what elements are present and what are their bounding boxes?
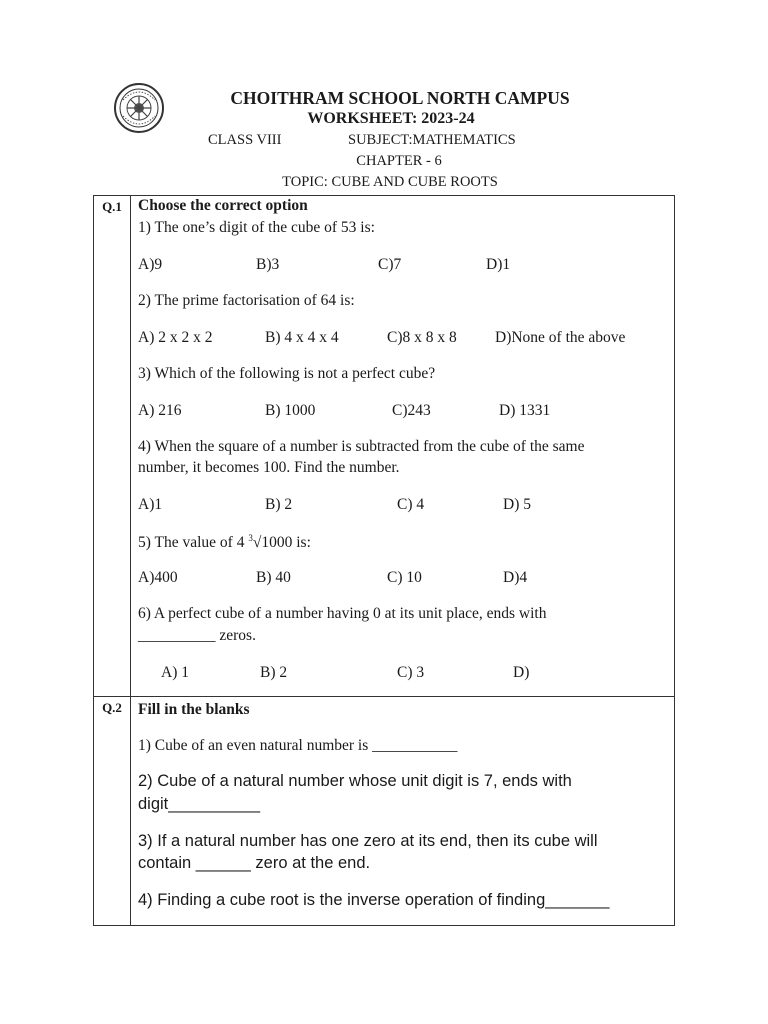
question-body <box>131 196 675 697</box>
option-d: D)1 <box>486 256 511 273</box>
question-text-end: √1000 is: <box>252 534 311 552</box>
question-text: 1) The one’s digit of the cube of 53 is: <box>138 219 375 236</box>
option-d: D)None of the above <box>495 329 626 346</box>
question-body <box>131 697 675 926</box>
option-c: C) 10 <box>387 569 422 586</box>
blank-item-3-line1: 3) If a natural number has one zero at its end, then its cube will <box>138 832 598 850</box>
worksheet-title: WORKSHEET: 2023-24 <box>307 110 475 127</box>
question-text-start: 5) The value of 4 <box>138 534 249 552</box>
option-a: A)9 <box>138 256 163 273</box>
option-c: C) 4 <box>397 496 425 513</box>
option-b: B) 1000 <box>265 402 316 419</box>
option-c: C) 3 <box>397 664 425 681</box>
blank-item-2-line1: 2) Cube of a natural number whose unit digit is 7, ends with <box>138 772 572 790</box>
topic-label: TOPIC: CUBE AND CUBE ROOTS <box>282 174 498 190</box>
question-table <box>93 195 675 926</box>
option-b: B) 40 <box>256 569 291 586</box>
option-b: B) 2 <box>265 496 293 513</box>
option-a: A)400 <box>138 569 178 586</box>
option-c: C)8 x 8 x 8 <box>387 329 457 346</box>
school-name: CHOITHRAM SCHOOL NORTH CAMPUS <box>230 88 570 108</box>
question-number: Q.2 <box>94 697 131 926</box>
question-text: 3) Which of the following is not a perfect cube? <box>138 365 436 382</box>
class-label: CLASS VIII <box>208 132 282 148</box>
question-text-line1: 4) When the square of a number is subtracted from the cube of the same <box>138 438 585 455</box>
option-b: B) 4 x 4 x 4 <box>265 329 339 346</box>
blank-item-4: 4) Finding a cube root is the inverse operation of finding_______ <box>138 891 610 909</box>
blank-item-3-line2: contain ______ zero at the end. <box>138 854 371 872</box>
question-text-line2: number, it becomes 100. Find the number. <box>138 459 400 476</box>
option-c: C)7 <box>378 256 402 273</box>
section-title: Fill in the blanks <box>138 701 250 718</box>
option-c: C)243 <box>392 402 431 419</box>
option-a: A) 1 <box>161 664 189 681</box>
blank-item-1: 1) Cube of an even natural number is ___________ <box>138 737 458 754</box>
option-d: D)4 <box>503 569 528 586</box>
question-text-line1: 6) A perfect cube of a number having 0 at its unit place, ends with <box>138 605 547 622</box>
question-row-1 <box>94 196 675 697</box>
question-number: Q.1 <box>94 196 131 697</box>
subject-label: SUBJECT:MATHEMATICS <box>348 132 516 148</box>
question-text: 2) The prime factorisation of 64 is: <box>138 292 355 309</box>
option-b: B)3 <box>256 256 280 273</box>
option-a: A) 216 <box>138 402 182 419</box>
question-text-line2: __________ zeros. <box>138 627 256 644</box>
cube-root-index: 3 <box>248 533 253 543</box>
question-row-2 <box>94 697 675 926</box>
option-d: D) 1331 <box>499 402 551 419</box>
section-title: Choose the correct option <box>138 197 308 214</box>
option-a: A) 2 x 2 x 2 <box>138 329 213 346</box>
option-b: B) 2 <box>260 664 288 681</box>
option-d: D) <box>513 664 530 681</box>
chapter-label: CHAPTER - 6 <box>356 153 442 169</box>
blank-item-2-line2: digit__________ <box>138 795 261 813</box>
option-d: D) 5 <box>503 496 531 513</box>
question-text <box>138 533 311 552</box>
option-a: A)1 <box>138 496 163 513</box>
